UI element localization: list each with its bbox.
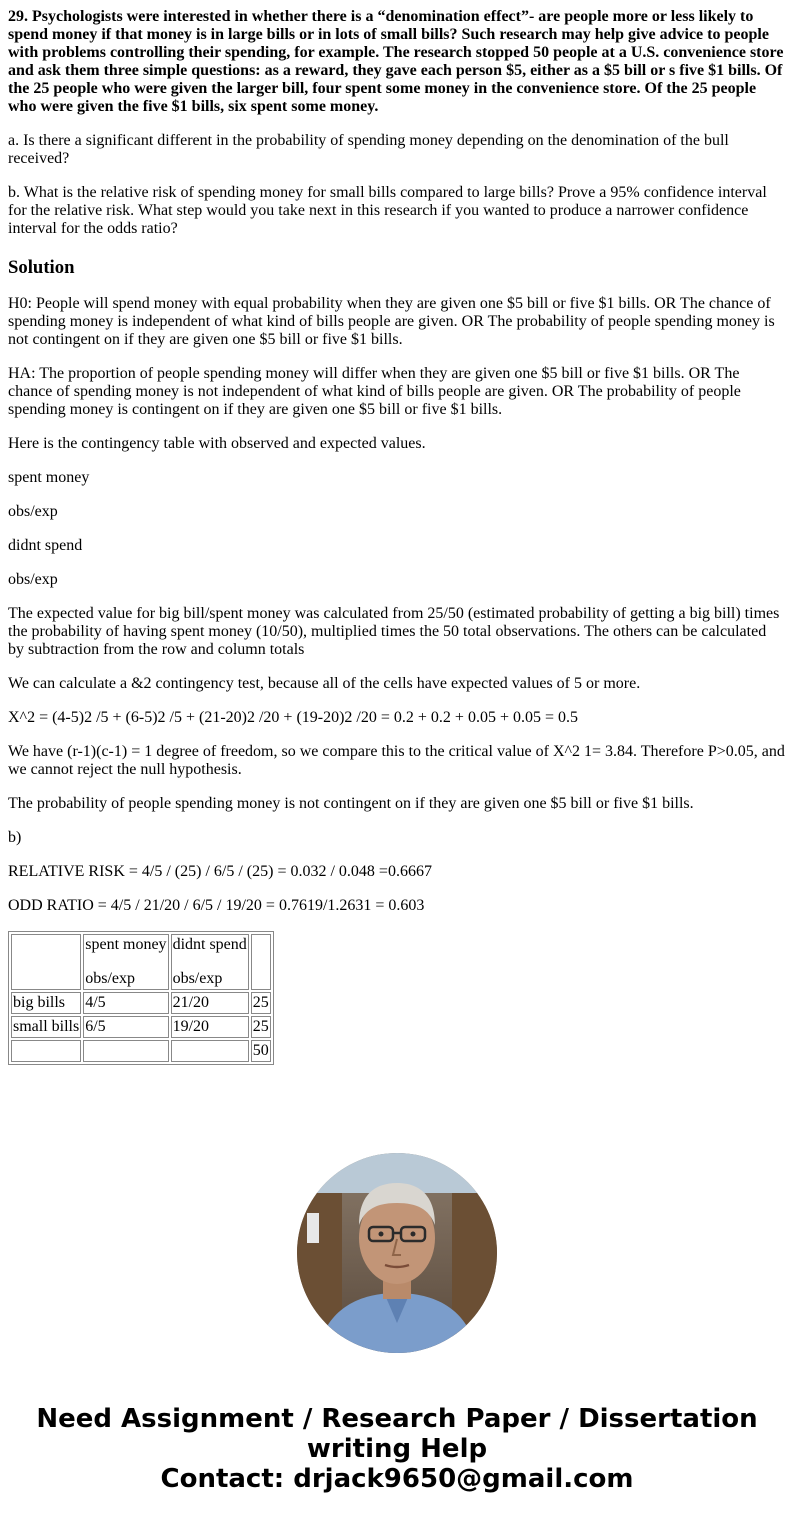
table-intro: Here is the contingency table with observed and expected values. — [8, 435, 426, 452]
solution-heading: Solution — [8, 257, 75, 278]
contingency-table — [8, 931, 274, 1065]
label-obs-exp-2: obs/exp — [8, 571, 58, 588]
header-didnt-obs-exp: obs/exp — [172, 970, 223, 987]
promo-banner — [0, 1404, 794, 1494]
promo-line-1: Need Assignment / Research Paper / Dissertation — [36, 1404, 758, 1434]
alternative-hypothesis: HA: The proportion of people spending money will differ when they are given one $5 bill or five $1 bills. OR The chance of spending money is not independent of what kind of bills people are given. OR The probability of people spending money is contingent on if they are given one $5 bill or five $1 bills. — [8, 365, 741, 418]
row-label: big bills — [11, 992, 81, 1014]
conclusion: The probability of people spending money is not contingent on if they are given one $5 bill or five $1 bills. — [8, 795, 694, 812]
label-obs-exp-1: obs/exp — [8, 503, 58, 520]
author-avatar — [297, 1153, 497, 1353]
part-b-label: b) — [8, 829, 22, 846]
label-spent-money: spent money — [8, 469, 90, 486]
expected-value-explanation: The expected value for big bill/spent money was calculated from 25/50 (estimated probability of getting a big bill) times the probability of having spent money (10/50), multiplied times the 50 total observations. The others can be calculated by subtraction from the row and column totals — [8, 605, 780, 658]
test-note: We can calculate a &2 contingency test, because all of the cells have expected values of 5 or more. — [8, 675, 641, 692]
header-spent-label: spent money — [85, 936, 167, 953]
relative-risk: RELATIVE RISK = 4/5 / (25) / 6/5 / (25) = 0.032 / 0.048 =0.6667 — [8, 863, 432, 880]
promo-line-2: writing Help — [306, 1434, 488, 1464]
question-part-a: a. Is there a significant different in the probability of spending money depending on the denomination of the bull received? — [8, 132, 729, 167]
cell-didnt — [171, 1040, 249, 1062]
label-didnt-spend: didnt spend — [8, 537, 83, 554]
table-header-row — [11, 934, 271, 990]
header-spent-money — [83, 934, 168, 990]
avatar-image — [297, 1153, 497, 1353]
null-hypothesis: H0: People will spend money with equal probability when they are given one $5 bill or five $1 bills. OR The chance of spending money is independent of what kind of bills people are given. OR The probability of people spending money is not contingent on if they are given one $5 bill or five $1 bills. — [8, 295, 775, 348]
header-total — [251, 934, 271, 990]
cell-total: 25 — [251, 1016, 271, 1038]
table-corner-cell — [11, 934, 81, 990]
cell-spent: 6/5 — [83, 1016, 168, 1038]
header-didnt-label: didnt spend — [172, 936, 247, 953]
table-row-total — [11, 1040, 271, 1062]
chi-square-calculation: X^2 = (4-5)2 /5 + (6-5)2 /5 + (21-20)2 /20 + (19-20)2 /20 = 0.2 + 0.2 + 0.05 + 0.05 = 0.5 — [8, 709, 578, 726]
question-text: 29. Psychologists were interested in whether there is a “denomination effect”- are people more or less likely to spend money if that money is in large bills or in lots of small bills? Such research may help give advice to people with problems controlling their spending, for example. The research stopped 50 people at a U.S. convenience store and ask them three simple questions: as a reward, they gave each person $5, either as a $5 bill or s five $1 bills. Of the 25 people who were given the larger bill, four spent some money in the convenience store. Of the 25 people who were given the five $1 bills, six spent some money. — [8, 8, 784, 115]
document-body — [8, 0, 786, 1065]
promo-contact: Contact: drjack9650@gmail.com — [160, 1464, 634, 1494]
header-spent-obs-exp: obs/exp — [85, 970, 136, 987]
question-part-b: b. What is the relative risk of spending money for small bills compared to large bills? Prove a 95% confidence interval for the relative risk. What step would you take next in this research if you wanted to produce a narrower confidence interval for the odds ratio? — [8, 184, 767, 237]
table-row — [11, 1016, 271, 1038]
cell-didnt: 19/20 — [171, 1016, 249, 1038]
cell-spent: 4/5 — [83, 992, 168, 1014]
odds-ratio: ODD RATIO = 4/5 / 21/20 / 6/5 / 19/20 = 0.7619/1.2631 = 0.603 — [8, 897, 425, 914]
row-label: small bills — [11, 1016, 81, 1038]
cell-didnt: 21/20 — [171, 992, 249, 1014]
cell-spent — [83, 1040, 168, 1062]
row-label — [11, 1040, 81, 1062]
cell-grand-total: 50 — [251, 1040, 271, 1062]
header-didnt-spend — [171, 934, 249, 990]
cell-total: 25 — [251, 992, 271, 1014]
table-row — [11, 992, 271, 1014]
degrees-of-freedom-note: We have (r-1)(c-1) = 1 degree of freedom, so we compare this to the critical value of X^2 1= 3.84. Therefore P>0.05, and we cannot reject the null hypothesis. — [8, 743, 785, 778]
